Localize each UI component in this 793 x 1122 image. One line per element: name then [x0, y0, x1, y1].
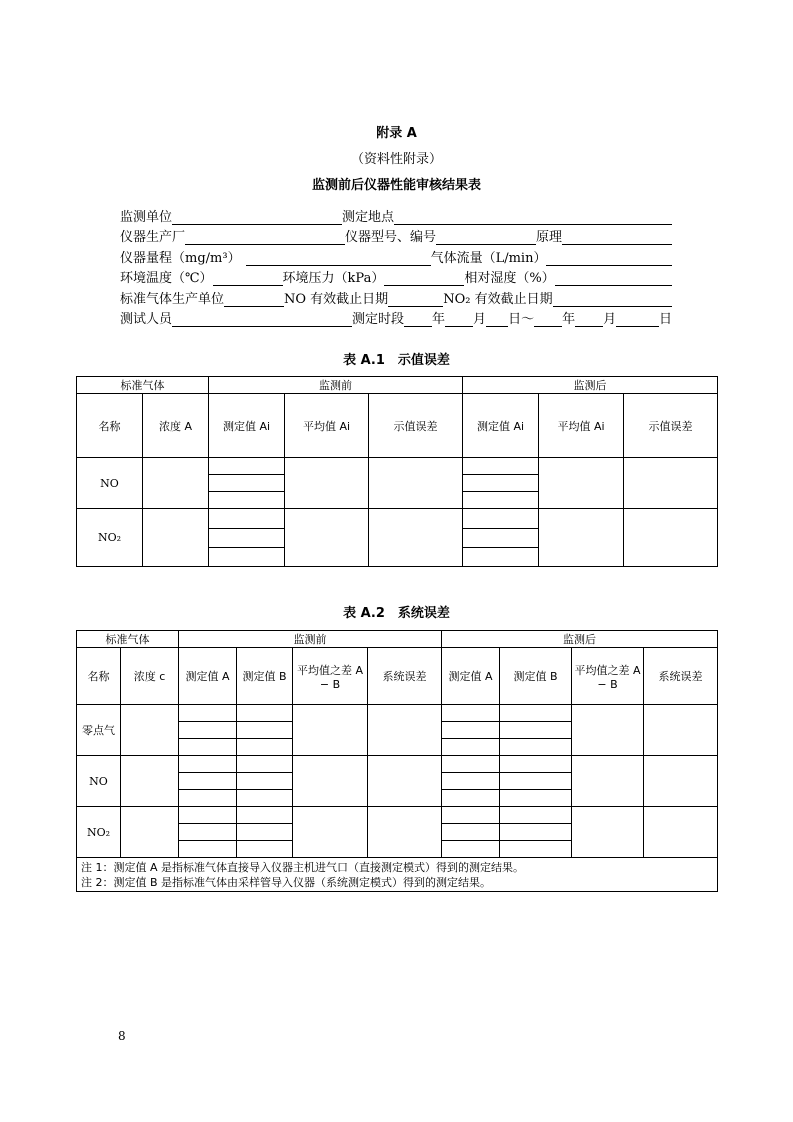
- t1-cell[interactable]: [285, 458, 369, 509]
- t2-row-zero: 零点气: [77, 705, 121, 756]
- t1-avg-after: 平均值 Ai: [539, 394, 624, 458]
- label-principle: 原理: [536, 230, 563, 245]
- field-model[interactable]: [436, 230, 536, 245]
- t2-cell[interactable]: [293, 705, 368, 756]
- t1-cell[interactable]: [539, 458, 624, 509]
- t2-cell[interactable]: [293, 756, 368, 807]
- t2-row-no: NO: [77, 756, 121, 807]
- t2-cell[interactable]: [442, 807, 500, 824]
- label-site: 测定地点: [342, 209, 395, 225]
- field-month-2[interactable]: [575, 312, 603, 327]
- form-row-3: [120, 245, 672, 266]
- form-row-6: [120, 307, 672, 328]
- t1-cell[interactable]: [539, 509, 624, 567]
- t2-cell[interactable]: [237, 705, 293, 722]
- t2-cell[interactable]: [500, 790, 572, 807]
- t2-cell[interactable]: [293, 807, 368, 858]
- field-range[interactable]: [246, 251, 431, 266]
- t2-syserr-before: 系统误差: [368, 648, 442, 705]
- field-no2-exp[interactable]: [553, 292, 672, 307]
- label-day-2: 日: [658, 312, 672, 327]
- t1-cell[interactable]: [285, 509, 369, 567]
- t2-cell[interactable]: [368, 756, 442, 807]
- t2-cell[interactable]: [237, 722, 293, 739]
- t1-cell[interactable]: [209, 529, 285, 548]
- t2-name: 名称: [77, 648, 121, 705]
- t2-cell[interactable]: [179, 705, 237, 722]
- t1-avg-before: 平均值 Ai: [285, 394, 369, 458]
- t2-cell[interactable]: [179, 841, 237, 858]
- t2-cell[interactable]: [442, 790, 500, 807]
- t1-cell[interactable]: [624, 458, 718, 509]
- t2-note-1: 注 1：测定值 A 是指标准气体直接导入仪器主机进气口（直接测定模式）得到的测定结果。: [81, 860, 525, 874]
- appendix-label: 附录 A: [376, 126, 417, 141]
- t2-cell[interactable]: [121, 807, 179, 858]
- form-row-1: [120, 204, 672, 225]
- label-year-1: 年: [432, 312, 446, 327]
- field-no-exp[interactable]: [388, 292, 443, 307]
- t2-cell[interactable]: [442, 824, 500, 841]
- t1-cell[interactable]: [209, 509, 285, 529]
- t2-diff-before: 平均值之差 A − B: [293, 648, 368, 705]
- label-tester: 测试人员: [120, 312, 173, 327]
- field-flow[interactable]: [546, 251, 672, 266]
- t1-cell[interactable]: [624, 509, 718, 567]
- t2-cell[interactable]: [179, 722, 237, 739]
- t2-cell[interactable]: [500, 841, 572, 858]
- t2-measB-after: 测定值 B: [500, 648, 572, 705]
- t2-cell[interactable]: [368, 807, 442, 858]
- t2-cell[interactable]: [644, 756, 718, 807]
- t2-cell[interactable]: [442, 722, 500, 739]
- label-maker: 仪器生产厂: [120, 230, 186, 245]
- t2-cell[interactable]: [237, 790, 293, 807]
- t2-cell[interactable]: [442, 705, 500, 722]
- label-period: 测定时段: [352, 312, 405, 327]
- page-number: 8: [118, 1029, 126, 1043]
- t2-cell[interactable]: [442, 841, 500, 858]
- t1-before: 监测前: [209, 377, 463, 394]
- t2-std-gas: 标准气体: [77, 631, 179, 648]
- field-day-2[interactable]: [616, 312, 659, 327]
- table1: [76, 376, 718, 567]
- t2-notes: [77, 858, 718, 892]
- t2-conc: 浓度 c: [121, 648, 179, 705]
- field-temp[interactable]: [213, 271, 283, 286]
- t2-cell[interactable]: [572, 705, 644, 756]
- label-humid: 相对湿度（%）: [464, 271, 555, 286]
- label-month-1: 月: [473, 312, 487, 327]
- t1-measured-after: 测定值 Ai: [463, 394, 539, 458]
- t1-cell[interactable]: [209, 548, 285, 567]
- t2-syserr-after: 系统误差: [644, 648, 718, 705]
- field-humid[interactable]: [555, 271, 672, 286]
- t1-cell[interactable]: [463, 458, 539, 475]
- t2-cell[interactable]: [179, 773, 237, 790]
- t2-measB-before: 测定值 B: [237, 648, 293, 705]
- t2-cell[interactable]: [500, 739, 572, 756]
- info-form: [120, 204, 672, 327]
- t1-std-gas: 标准气体: [77, 377, 209, 394]
- field-maker[interactable]: [185, 230, 345, 245]
- t2-cell[interactable]: [442, 739, 500, 756]
- t2-cell[interactable]: [179, 756, 237, 773]
- t1-cell[interactable]: [463, 492, 539, 509]
- t2-cell[interactable]: [442, 773, 500, 790]
- t2-cell[interactable]: [500, 824, 572, 841]
- form-row-4: [120, 266, 672, 287]
- form-row-5: [120, 286, 672, 307]
- t2-cell[interactable]: [121, 705, 179, 756]
- t1-measured-before: 测定值 Ai: [209, 394, 285, 458]
- t2-cell[interactable]: [179, 790, 237, 807]
- t1-cell[interactable]: [369, 458, 463, 509]
- t1-error-before: 示值误差: [369, 394, 463, 458]
- t1-cell[interactable]: [463, 529, 539, 548]
- form-row-2: [120, 225, 672, 246]
- t1-cell[interactable]: [463, 475, 539, 492]
- t1-cell[interactable]: [463, 509, 539, 529]
- field-site[interactable]: [394, 210, 672, 225]
- table1-caption: 表 A.1 示值误差: [343, 353, 450, 368]
- label-unit: 监测单位: [120, 209, 173, 225]
- t2-measA-after: 测定值 A: [442, 648, 500, 705]
- field-day-1[interactable]: [486, 312, 508, 327]
- t1-conc: 浓度 A: [143, 394, 209, 458]
- label-month-2: 月: [603, 312, 617, 327]
- t1-cell[interactable]: [143, 458, 209, 509]
- t2-cell[interactable]: [572, 807, 644, 858]
- label-year-2: 年: [562, 312, 576, 327]
- t2-cell[interactable]: [500, 807, 572, 824]
- t2-measA-before: 测定值 A: [179, 648, 237, 705]
- page-title: 监测前后仪器性能审核结果表: [311, 178, 481, 193]
- label-day-1: 日～: [508, 312, 535, 327]
- t1-row-no: NO: [77, 458, 143, 509]
- t2-before: 监测前: [179, 631, 442, 648]
- field-principle[interactable]: [562, 230, 672, 245]
- label-no-exp: NO 有效截止日期: [284, 291, 389, 307]
- t2-cell[interactable]: [644, 705, 718, 756]
- label-gasmaker: 标准气体生产单位: [120, 291, 225, 307]
- t2-cell[interactable]: [179, 824, 237, 841]
- label-no2-exp: NO₂ 有效截止日期: [443, 291, 553, 307]
- t2-diff-after: 平均值之差 A − B: [572, 648, 644, 705]
- appendix-type: （资料性附录）: [350, 152, 442, 167]
- label-temp: 环境温度（℃）: [120, 271, 213, 286]
- t2-cell[interactable]: [237, 841, 293, 858]
- table2-caption: 表 A.2 系统误差: [343, 606, 450, 621]
- label-flow: 气体流量（L/min）: [430, 250, 547, 266]
- t2-cell[interactable]: [500, 705, 572, 722]
- t1-cell[interactable]: [463, 548, 539, 567]
- t2-cell[interactable]: [442, 756, 500, 773]
- t1-cell[interactable]: [209, 475, 285, 492]
- label-press: 环境压力（kPa）: [282, 271, 385, 286]
- t1-cell[interactable]: [209, 492, 285, 509]
- t2-after: 监测后: [442, 631, 718, 648]
- t2-row-no2: NO₂: [77, 807, 121, 858]
- t2-cell[interactable]: [121, 756, 179, 807]
- field-tester[interactable]: [172, 312, 352, 327]
- t1-name: 名称: [77, 394, 143, 458]
- t2-cell[interactable]: [500, 756, 572, 773]
- t2-cell[interactable]: [237, 824, 293, 841]
- t2-cell[interactable]: [500, 722, 572, 739]
- t2-cell[interactable]: [572, 756, 644, 807]
- t2-cell[interactable]: [179, 807, 237, 824]
- field-press[interactable]: [384, 271, 464, 286]
- t2-cell[interactable]: [237, 807, 293, 824]
- table2: [76, 630, 718, 892]
- t2-cell[interactable]: [368, 705, 442, 756]
- label-model: 仪器型号、编号: [345, 230, 437, 245]
- t2-cell[interactable]: [237, 773, 293, 790]
- t2-cell[interactable]: [237, 739, 293, 756]
- t2-cell[interactable]: [500, 773, 572, 790]
- t1-after: 监测后: [463, 377, 718, 394]
- t1-error-after: 示值误差: [624, 394, 718, 458]
- t1-cell[interactable]: [209, 458, 285, 475]
- field-month-1[interactable]: [445, 312, 473, 327]
- t1-cell[interactable]: [369, 509, 463, 567]
- field-gasmaker[interactable]: [224, 292, 284, 307]
- field-unit[interactable]: [172, 210, 342, 225]
- field-year-2[interactable]: [534, 312, 562, 327]
- t2-cell[interactable]: [644, 807, 718, 858]
- field-year-1[interactable]: [404, 312, 432, 327]
- t1-cell[interactable]: [143, 509, 209, 567]
- t2-note-2: 注 2：测定值 B 是指标准气体由采样管导入仪器（系统测定模式）得到的测定结果。: [81, 875, 492, 889]
- t1-row-no2: NO₂: [77, 509, 143, 567]
- t2-cell[interactable]: [179, 739, 237, 756]
- t2-cell[interactable]: [237, 756, 293, 773]
- label-range: 仪器量程（mg/m³）: [120, 250, 241, 266]
